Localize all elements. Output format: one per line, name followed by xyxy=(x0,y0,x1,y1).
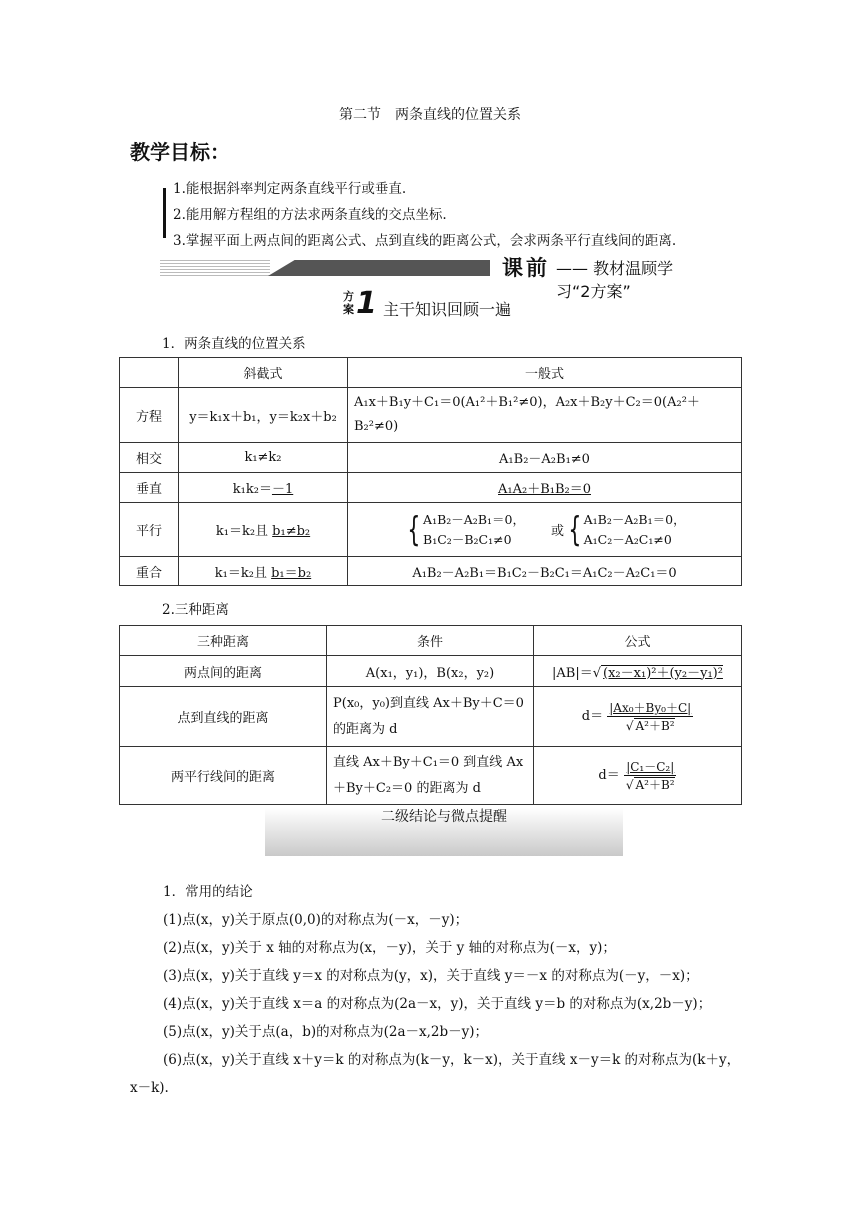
table-row xyxy=(120,747,742,805)
row-name: 方程 xyxy=(120,388,179,443)
table2-heading: 2.三种距离 xyxy=(162,602,229,618)
distance-formula: d＝ $\frac{\text{|C₁－C₂|}}{\text{√ A²＋B²}}$ xyxy=(534,747,742,805)
table-row xyxy=(120,503,742,557)
equation-system: { A₁B₂－A₂B₁＝0， B₁C₂－B₂C₁≠0 xyxy=(407,509,525,550)
distance-name: 两平行线间的距离 xyxy=(120,747,327,805)
general-form: A₁B₂－A₂B₁≠0 xyxy=(348,443,742,473)
conclusion-item: (3)点(x，y)关于直线 y＝x 的对称点为(y，x)，关于直线 y＝－x 的对称点为(－y，－x)； xyxy=(163,968,699,984)
distance-formula: d＝ $\frac{\text{|Ax₀＋By₀＋C|}}{\text{√ A²＋B²}}$ xyxy=(534,687,742,747)
section-heading: 教学目标： xyxy=(130,140,230,164)
general-form: A₁B₂－A₂B₁＝B₁C₂－B₂C₁＝A₁C₂－A₂C₁＝0 xyxy=(348,557,742,586)
conclusion-item: (5)点(x，y)关于点(a，b)的对称点为(2a－x,2b－y)； xyxy=(163,1024,489,1040)
banner-keqian: 课前 xyxy=(502,256,550,280)
slope-form: y＝k₁x＋b₁，y＝k₂x＋b₂ xyxy=(179,388,348,443)
band-title: 二级结论与微点提醒 xyxy=(381,809,507,825)
distance-formula: |AB|＝√ (x₂－x₁)²＋(y₂－y₁)² xyxy=(534,656,742,687)
distance-table xyxy=(119,625,742,805)
banner-stripes xyxy=(160,260,270,276)
conclusions xyxy=(130,878,744,1102)
table-row xyxy=(120,473,742,503)
banner-dark-bar xyxy=(268,260,490,276)
table-row xyxy=(120,557,742,586)
table-header: 三种距离 xyxy=(120,626,327,656)
distance-name: 两点间的距离 xyxy=(120,656,327,687)
objective-item: 1.能根据斜率判定两条直线平行或垂直. xyxy=(173,181,407,197)
equation-system: 或 { A₁B₂－A₂B₁＝0， A₁C₂－A₂C₁≠0 xyxy=(550,509,686,550)
objective-item: 3.掌握平面上两点间的距离公式、点到直线的距离公式，会求两条平行直线间的距离. xyxy=(173,233,677,249)
row-name: 平行 xyxy=(120,503,179,557)
distance-condition: P(x₀，y₀)到直线 Ax＋By＋C＝0 的距离为 d xyxy=(327,687,534,747)
table1-heading: 1．两条直线的位置关系 xyxy=(162,336,306,352)
page-title: 第二节 两条直线的位置关系 xyxy=(339,107,521,123)
general-form: A₁x＋B₁y＋C₁＝0(A₁²＋B₁²≠0)，A₂x＋B₂y＋C₂＝0(A₂²＋B₂²≠0) xyxy=(348,388,742,443)
table-header: 条件 xyxy=(327,626,534,656)
slope-form: k₁＝k₂且 b₁≠b₂ xyxy=(179,503,348,557)
table-header: 斜截式 xyxy=(179,358,348,388)
scheme-text: 主干知识回顾一遍 xyxy=(383,300,512,319)
conclusion-item: (2)点(x，y)关于 x 轴的对称点为(x，－y)，关于 y 轴的对称点为(－x，y)； xyxy=(163,940,616,956)
banner xyxy=(160,256,700,301)
objectives-list xyxy=(163,176,676,254)
banner-subtitle: —— 教材温顾学习“2方案” xyxy=(556,259,674,301)
conclusion-item: (6)点(x，y)关于直线 x＋y＝k 的对称点为(k－y，k－x)，关于直线 x－y＝k 的对称点为(k＋y，x－k). xyxy=(130,1052,741,1096)
scheme-number: 1 xyxy=(356,286,377,321)
distance-condition: 直线 Ax＋By＋C₁＝0 到直线 Ax＋By＋C₂＝0 的距离为 d xyxy=(327,747,534,805)
row-name: 垂直 xyxy=(120,473,179,503)
slope-form: k₁＝k₂且 b₁＝b₂ xyxy=(179,557,348,586)
position-relation-table xyxy=(119,357,742,586)
table-header: 公式 xyxy=(534,626,742,656)
slope-form: k₁k₂＝－1 xyxy=(179,473,348,503)
distance-name: 点到直线的距离 xyxy=(120,687,327,747)
table-row xyxy=(120,687,742,747)
distance-condition: A(x₁，y₁)，B(x₂，y₂) xyxy=(327,656,534,687)
row-name: 相交 xyxy=(120,443,179,473)
table-row xyxy=(120,443,742,473)
conclusions-heading: 1．常用的结论 xyxy=(163,884,253,900)
table-row xyxy=(120,656,742,687)
table-header: 一般式 xyxy=(348,358,742,388)
general-form xyxy=(348,503,742,557)
objective-item: 2.能用解方程组的方法求两条直线的交点坐标. xyxy=(173,207,447,223)
row-name: 重合 xyxy=(120,557,179,586)
slope-form: k₁≠k₂ xyxy=(179,443,348,473)
table-header xyxy=(120,358,179,388)
table-row xyxy=(120,388,742,443)
scheme-tag: 方 案 xyxy=(343,290,354,316)
conclusion-item: (4)点(x，y)关于直线 x＝a 的对称点为(2a－x，y)，关于直线 y＝b 的对称点为(x,2b－y)； xyxy=(163,996,712,1012)
general-form: A₁A₂＋B₁B₂＝0 xyxy=(348,473,742,503)
conclusion-item: (1)点(x，y)关于原点(0,0)的对称点为(－x，－y)； xyxy=(163,912,469,928)
